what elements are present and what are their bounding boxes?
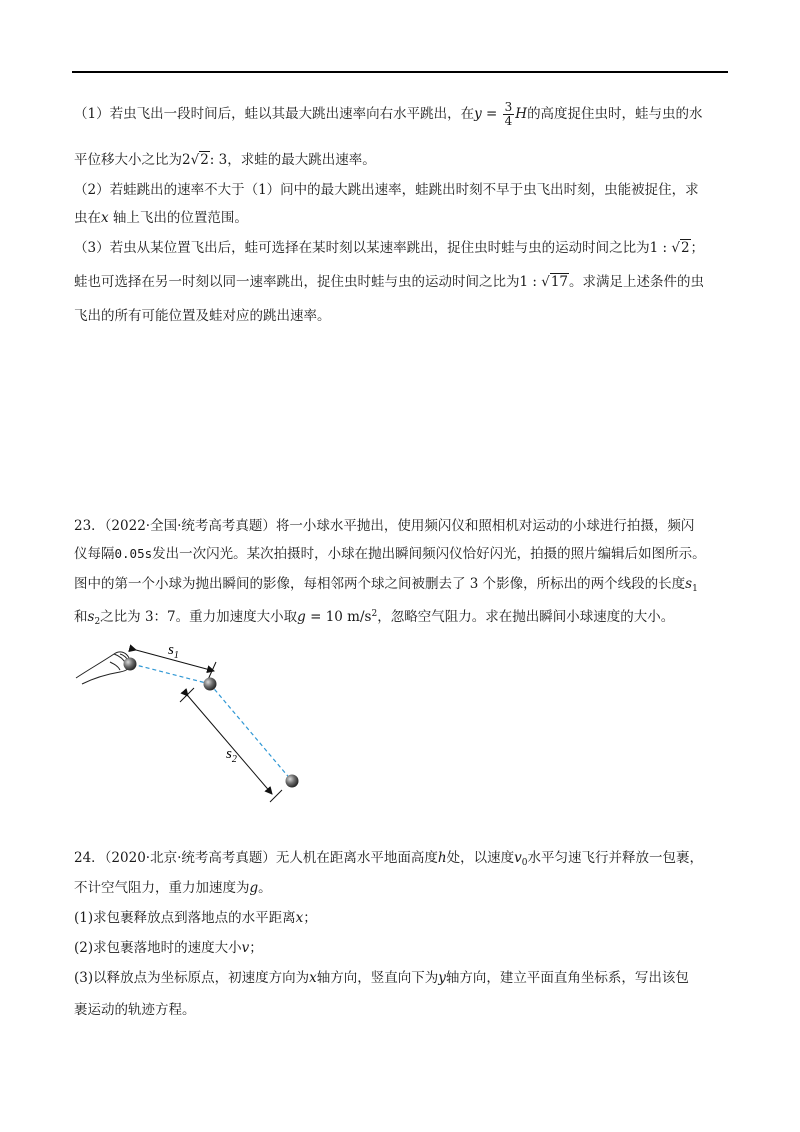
frac-denominator: 4 xyxy=(504,114,513,128)
var-h: h xyxy=(437,850,447,866)
q23-line3 xyxy=(74,574,724,599)
q23-text-1: 23．（2022·全国·统考高考真题）将一小球水平抛出，使用频闪仪和照相机对运动的小球进行拍摄，频闪 xyxy=(74,518,695,534)
q22-part2-line1 xyxy=(74,180,724,200)
q24-text-5a: (3)以释放点为坐标原点，初速度方向为 xyxy=(74,970,310,986)
ratio2-a: 1 : xyxy=(519,274,542,290)
q24-text-4a: (2)求包裹落地时的速度大小 xyxy=(74,940,242,956)
var-s2-sub: 2 xyxy=(94,617,101,627)
ratio2-radicand: 17 xyxy=(550,274,569,290)
q23-line4 xyxy=(74,604,724,632)
trajectory-segment-2 xyxy=(210,684,292,781)
q22-part1-line1 xyxy=(74,101,724,128)
var-x2: x xyxy=(295,910,304,926)
var-y: y xyxy=(474,106,482,122)
q22-p2-text-c: 轴上飞出的位置范围。 xyxy=(108,210,248,226)
ratio-rest: : 3 xyxy=(209,152,228,168)
s2-tick-bottom xyxy=(270,790,282,802)
q23-text-2a: 仪每隔 xyxy=(74,546,115,562)
equals: = xyxy=(481,106,502,122)
var-g: g xyxy=(297,609,306,625)
q24-text-1c: 水平匀速飞行并释放一包裹， xyxy=(527,850,703,866)
q24-text-1a: 24．（2020·北京·统考高考真题）无人机在距离水平地面高度 xyxy=(74,850,438,866)
label-s2: $s_2$ xyxy=(226,746,237,765)
q23-line2 xyxy=(74,544,724,564)
var-H: H xyxy=(515,106,528,122)
ratio1-a: 1 : xyxy=(649,240,672,256)
q24-text-3a: (1)求包裹释放点到落地点的水平距离 xyxy=(74,910,296,926)
var-s1: s xyxy=(685,576,693,592)
var-x3: x xyxy=(309,970,317,986)
q24-text-4b: ； xyxy=(249,940,263,956)
var-g2: g xyxy=(249,880,259,896)
label-s1: $s_1$ xyxy=(168,642,179,661)
ratio1-radicand: 2 xyxy=(680,240,690,256)
q22-part1-line2: 平位移大小之比为2√2: 3，求蛙的最大跳出速率。 xyxy=(74,152,376,168)
var-v0: v xyxy=(514,850,522,866)
q24-text-5c: 轴方向，建立平面直角坐标系，写出该包 xyxy=(445,970,689,986)
q22-p3-text-e: 飞出的所有可能位置及蛙对应的跳出速率。 xyxy=(74,308,331,324)
ball-3 xyxy=(286,775,299,788)
var-s2: s xyxy=(87,609,95,625)
q23-line1 xyxy=(74,516,724,536)
var-v: v xyxy=(241,940,250,956)
ball-2 xyxy=(204,678,217,691)
hand-icon xyxy=(76,652,131,684)
q24-line5 xyxy=(74,968,724,988)
q24-text-2a: 不计空气阻力，重力加速度为 xyxy=(74,880,250,896)
frac-numerator: 3 xyxy=(504,100,513,114)
q23-figure xyxy=(74,640,314,810)
q24-text-6: 裹运动的轨迹方程。 xyxy=(74,1002,196,1018)
q22-p1-text-d: ，求蛙的最大跳出速率。 xyxy=(227,152,376,168)
q22-p1-text-c: 平位移大小之比为 xyxy=(74,152,182,168)
projectile-diagram xyxy=(74,640,314,810)
q22-part2-line2 xyxy=(74,208,724,228)
q22-part3-line1: （3）若虫从某位置飞出后，蛙可选择在某时刻以某速率跳出，捉住虫时蛙与虫的运动时间之比为1 : √2； xyxy=(74,240,705,256)
q24-text-2b: 。 xyxy=(258,880,272,896)
q23-text-4a: 和 xyxy=(74,609,88,625)
q22-p1-text-b: 的高度捉住虫时，蛙与虫的水 xyxy=(527,106,703,122)
var-y2: y xyxy=(438,970,446,986)
q23-text-2b: 发出一次闪光。某次拍摄时，小球在抛出瞬间频闪仪恰好闪光，拍摄的照片编辑后如图所示。 xyxy=(152,546,706,562)
q24-text-1b: 处，以速度 xyxy=(446,850,515,866)
g-value: = 10 m/s xyxy=(305,609,372,625)
q24-line3 xyxy=(74,908,724,928)
g-unit-exp: 2 xyxy=(371,609,378,619)
fraction-3-4 xyxy=(503,101,515,128)
var-v0-sub: 0 xyxy=(521,858,528,868)
q24-text-3b: ； xyxy=(303,910,317,926)
ratio-radicand: 2 xyxy=(200,152,209,168)
q22-p3-text-d: 。求满足上述条件的虫 xyxy=(569,274,705,290)
q23-text-4c: ，忽略空气阻力。求在抛出瞬间小球速度的大小。 xyxy=(377,609,675,625)
q24-line2 xyxy=(74,878,724,898)
q24-text-5b: 轴方向，竖直向下为 xyxy=(316,970,439,986)
q22-p2-text-b: 虫在 xyxy=(74,210,101,226)
header-rule xyxy=(72,71,728,73)
ball-1 xyxy=(124,658,137,671)
var-s1-sub: 1 xyxy=(692,584,698,594)
q22-p2-text-a: （2）若蛙跳出的速率不大于（1）问中的最大跳出速率，蛙跳出时刻不早于虫飞出时刻，虫能被捉住，求 xyxy=(74,182,699,198)
q22-p3-text-b: ； xyxy=(690,240,705,256)
q22-part3-line2: 蛙也可选择在另一时刻以同一速率跳出，捉住虫时蛙与虫的运动时间之比为1 : √17。求满足上述条件的虫 xyxy=(74,274,705,290)
q22-p3-text-c: 蛙也可选择在另一时刻以同一速率跳出，捉住虫时蛙与虫的运动时间之比为 xyxy=(74,274,520,290)
q22-p3-text-a: （3）若虫从某位置飞出后，蛙可选择在某时刻以某速率跳出，捉住虫时蛙与虫的运动时间之比为 xyxy=(74,240,650,256)
q23-interval-value: 0.05s xyxy=(114,546,153,561)
q24-line6 xyxy=(74,1000,724,1020)
q24-line4 xyxy=(74,938,724,958)
var-x: x xyxy=(101,210,109,226)
q24-line1 xyxy=(74,848,724,873)
q22-part3-line3 xyxy=(74,306,724,326)
q22-p1-text-a: （1）若虫飞出一段时间后，蛙以其最大跳出速率向右水平跳出，在 xyxy=(74,106,475,122)
q23-text-3a: 图中的第一个小球为抛出瞬间的影像，每相邻两个球之间被删去了 3 个影像，所标出的两个线段的长度 xyxy=(74,576,686,592)
s2-dimension-arrow xyxy=(188,696,272,794)
q23-text-4b: 之比为 3：7。重力加速度大小取 xyxy=(100,609,298,625)
ratio-coef: 2 xyxy=(182,152,191,168)
